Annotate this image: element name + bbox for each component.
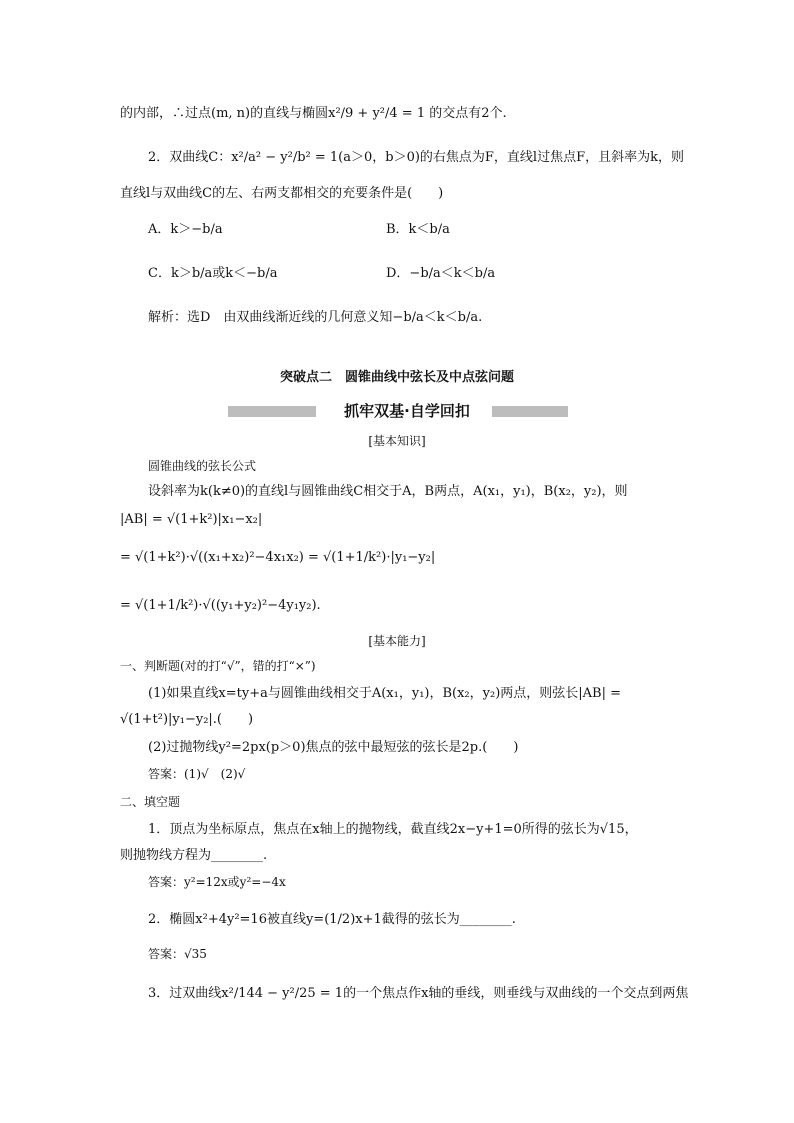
text-line: (1)如果直线x=ty+a与圆锥曲线相交于A(x₁，y₁)，B(x₂，y₂)两点，则弦长|AB| = xyxy=(148,686,622,701)
banner-text: 抓牢双基·自学回扣 xyxy=(344,402,470,420)
section-banner xyxy=(228,400,568,422)
option-d: D．−b/a＜k＜b/a xyxy=(386,266,496,281)
option-c: C．k＞b/a或k＜−b/a xyxy=(148,266,278,281)
text-line: 直线l与双曲线C的左、右两支都相交的充要条件是( ) xyxy=(120,186,444,201)
option-a: A．k＞−b/a xyxy=(148,222,223,237)
text-line: 则抛物线方程为________. xyxy=(120,848,268,863)
section-title: 突破点二 圆锥曲线中弦长及中点弦问题 xyxy=(279,370,514,385)
question-2-stem: 2．双曲线C：x²/a² − y²/b² = 1(a＞0，b＞0)的右焦点为F，直线l过焦点F，且斜率为k，则 xyxy=(148,150,684,165)
answer: 答案：√35 xyxy=(148,947,207,961)
text-line: 一、判断题(对的打“√”，错的打“×”) xyxy=(120,659,316,673)
formula-line: = √(1+1/k²)·√((y₁+y₂)²−4y₁y₂). xyxy=(120,598,321,613)
formula-line: |AB| = √(1+k²)|x₁−x₂| xyxy=(120,512,263,527)
formula-line: = √(1+k²)·√((x₁+x₂)²−4x₁x₂) = √(1+1/k²)·|y₁−y₂| xyxy=(120,550,436,565)
formula-title: 圆锥曲线的弦长公式 xyxy=(148,459,257,473)
text-line: 二、填空题 xyxy=(120,795,181,809)
answer: 答案：(1)√ (2)√ xyxy=(148,767,246,781)
text-line: 3．过双曲线x²/144 − y²/25 = 1的一个焦点作x轴的垂线，则垂线与双曲线的一个交点到两焦 xyxy=(148,986,689,1001)
banner-bar-left xyxy=(228,406,316,417)
text-line: 1．顶点为坐标原点，焦点在x轴上的抛物线，截直线2x−y+1=0所得的弦长为√15， xyxy=(148,822,638,837)
answer: 答案：y²=12x或y²=−4x xyxy=(148,875,286,889)
text-line: 设斜率为k(k≠0)的直线l与圆锥曲线C相交于A，B两点，A(x₁，y₁)，B(x₂，y₂)，则 xyxy=(148,484,628,499)
text-line: 2．椭圆x²+4y²=16被直线y=(1/2)x+1截得的弦长为________. xyxy=(148,912,516,927)
text-line: 的内部，∴过点(m, n)的直线与椭圆x²/9 + y²/4 = 1 的交点有2个. xyxy=(120,106,507,121)
banner-bar-right xyxy=(492,406,568,417)
subheading: [基本知识] xyxy=(368,434,426,448)
text-line: (2)过抛物线y²=2px(p＞0)焦点的弦中最短弦的弦长是2p.( ) xyxy=(148,740,519,755)
subheading: [基本能力] xyxy=(368,634,426,648)
answer-explanation: 解析：选D 由双曲线渐近线的几何意义知−b/a＜k＜b/a. xyxy=(148,310,483,325)
text-line: √(1+t²)|y₁−y₂|.( ) xyxy=(120,712,254,727)
option-b: B．k＜b/a xyxy=(386,222,450,237)
